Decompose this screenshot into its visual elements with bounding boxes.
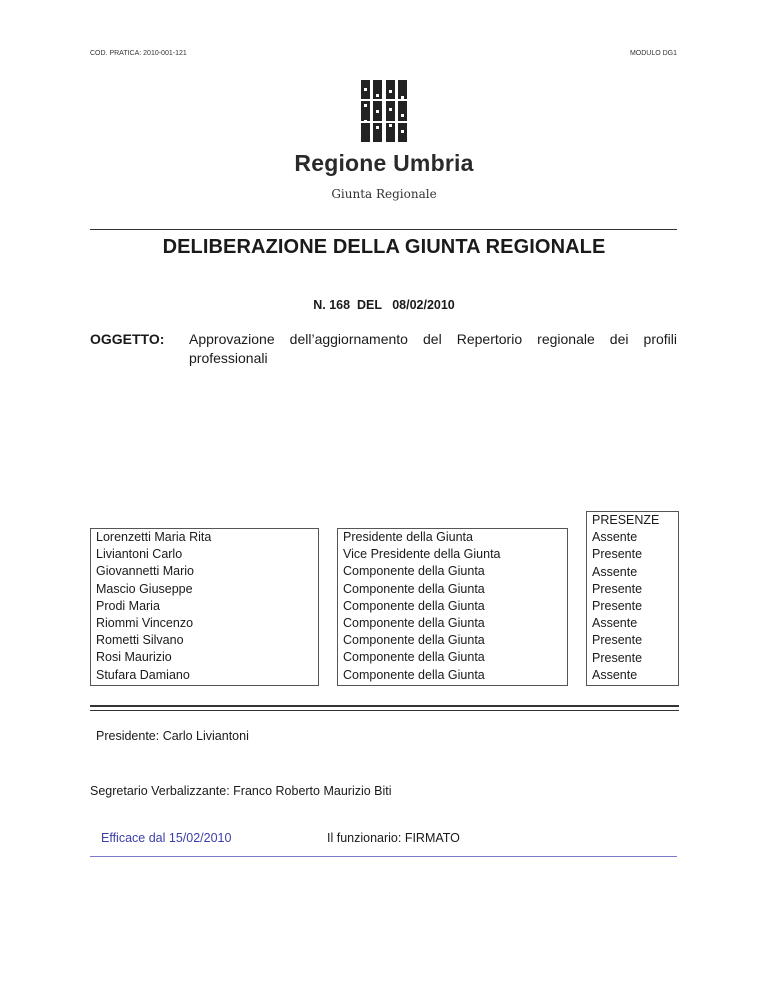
members-name-column: [96, 529, 211, 684]
member-role: Vice Presidente della Giunta: [343, 547, 501, 562]
member-role: Presidente della Giunta: [343, 530, 473, 544]
segretario-line: Segretario Verbalizzante: Franco Roberto Maurizio Biti: [90, 784, 392, 798]
member-role: Componente della Giunta: [343, 564, 485, 579]
member-name: Lorenzetti Maria Rita: [96, 530, 212, 544]
member-presence: Assente: [592, 564, 638, 579]
region-name: Regione Umbria: [294, 150, 474, 176]
modulo-code: MODULO DG1: [629, 50, 677, 57]
document-title: DELIBERAZIONE DELLA GIUNTA REGIONALE: [162, 236, 606, 258]
members-role-column: [343, 529, 501, 684]
section-divider: [90, 705, 679, 707]
member-name: Rometti Silvano: [96, 633, 184, 648]
cod-pratica: COD. PRATICA: 2010-001-121: [90, 50, 187, 57]
member-role: Componente della Giunta: [343, 616, 485, 631]
member-presence: Presente: [592, 599, 643, 614]
member-role: Componente della Giunta: [343, 667, 485, 682]
member-presence: Presente: [592, 650, 643, 665]
member-name: Giovannetti Mario: [96, 564, 194, 579]
presence-header: PRESENZE: [592, 513, 660, 527]
member-presence: Assente: [592, 667, 638, 682]
member-name: Rosi Maurizio: [96, 650, 172, 665]
oggetto-label: OGGETTO:: [90, 331, 165, 347]
member-role: Componente della Giunta: [343, 633, 485, 648]
presidente-line: Presidente: Carlo Liviantoni: [96, 729, 249, 743]
member-presence: Presente: [592, 547, 643, 562]
header-divider: [90, 229, 677, 230]
member-presence: Assente: [592, 530, 638, 545]
oggetto-line-2: professionali: [189, 350, 268, 366]
member-role: Componente della Giunta: [343, 598, 485, 613]
oggetto-line-1: Approvazione dell’aggiornamento del Repertorio regionale dei profili: [189, 331, 677, 347]
footer-divider: [90, 856, 677, 857]
member-presence: Assente: [592, 616, 638, 631]
member-role: Componente della Giunta: [343, 581, 485, 596]
regione-umbria-emblem-icon: [361, 80, 407, 142]
member-name: Mascio Giuseppe: [96, 581, 193, 596]
member-presence: Presente: [592, 633, 643, 648]
section-divider-thin: [90, 710, 679, 711]
member-name: Stufara Damiano: [96, 667, 190, 682]
funzionario-line: Il funzionario: FIRMATO: [327, 831, 460, 845]
presence-column: [592, 512, 659, 684]
member-name: Liviantoni Carlo: [96, 547, 183, 562]
member-name: Riommi Vincenzo: [96, 616, 194, 631]
member-name: Prodi Maria: [96, 598, 160, 613]
deliberation-number: N. 168 DEL 08/02/2010: [313, 298, 455, 312]
oggetto-text: [189, 330, 677, 368]
region-subtitle: Giunta Regionale: [331, 187, 437, 201]
member-presence: Presente: [592, 581, 643, 596]
member-role: Componente della Giunta: [343, 650, 485, 665]
efficace-date: Efficace dal 15/02/2010: [101, 831, 232, 845]
